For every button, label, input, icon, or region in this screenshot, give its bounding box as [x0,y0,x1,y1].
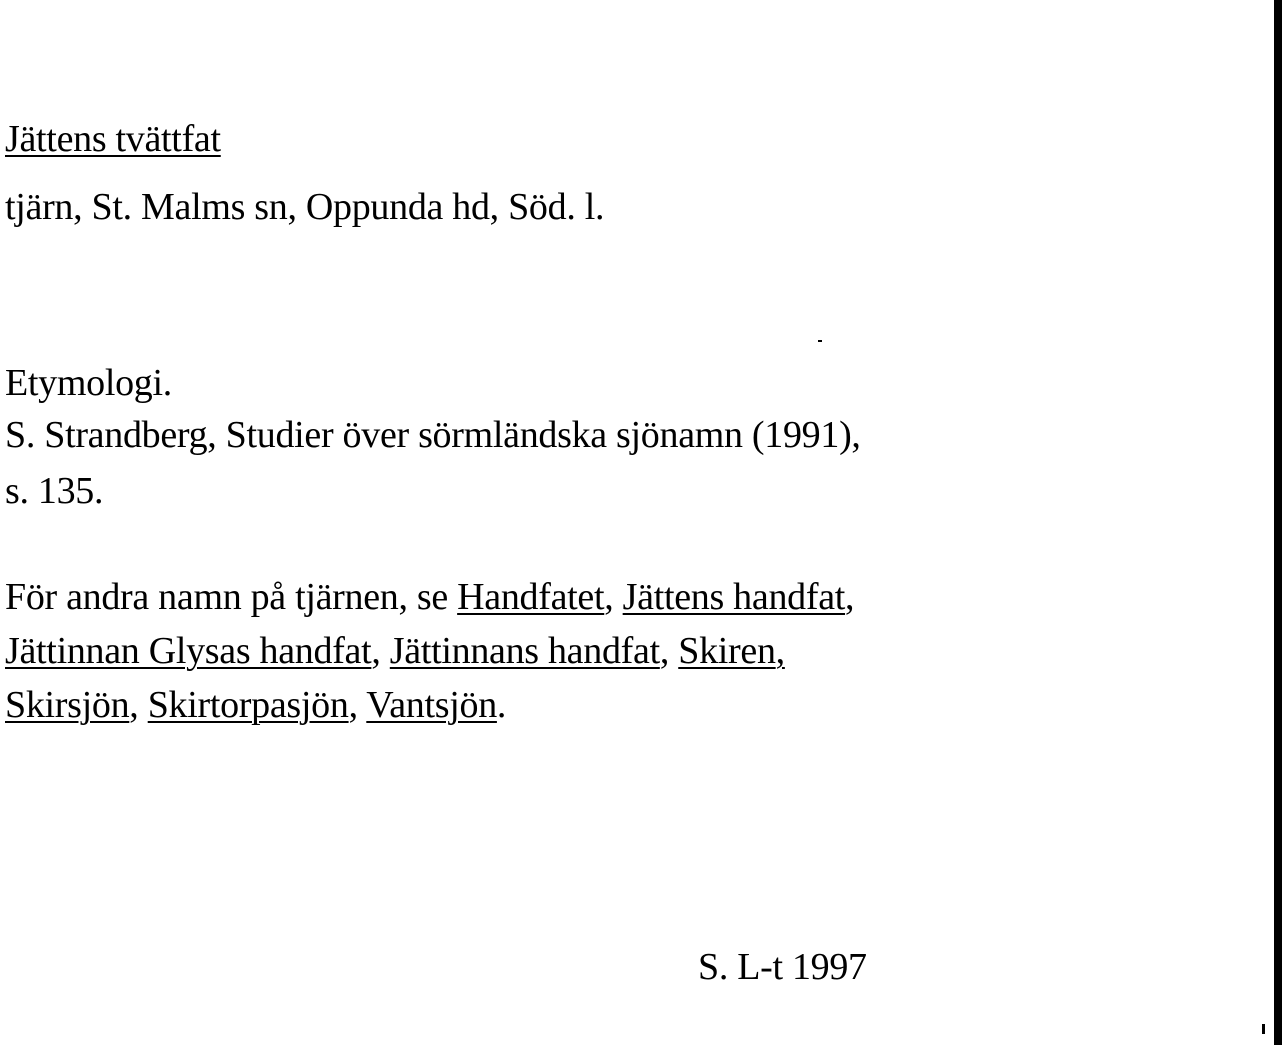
other-names-line-2: Jättinnan Glysas handfat, Jättinnans handfat, Skiren, [5,630,785,672]
scan-speck [818,340,822,342]
name-link-skirsjon[interactable]: Skirsjön [5,684,130,726]
signature: S. L-t 1997 [698,946,867,988]
name-link-jattinnans-handfat[interactable]: Jättinnans handfat [389,630,660,672]
etymology-source: S. Strandberg, Studier över sörmländska sjönamn (1991), [5,414,861,456]
name-link-jattinnan-glysas-handfat[interactable]: Jättinnan Glysas handfat [5,630,372,672]
scan-border-right [1274,0,1282,1045]
other-names-line-1: För andra namn på tjärnen, se Handfatet, Jättens handfat, [5,576,855,618]
name-link-jattens-handfat[interactable]: Jättens handfat [622,576,846,618]
other-names-line-3: Skirsjön, Skirtorpasjön, Vantsjön. [5,684,507,726]
etymology-page: s. 135. [5,470,104,512]
other-names-intro: För andra namn på tjärnen, se [5,576,458,618]
entry-location: tjärn, St. Malms sn, Oppunda hd, Söd. l. [5,186,605,228]
name-link-skiren[interactable]: Skiren [678,630,776,672]
name-link-handfatet[interactable]: Handfatet [457,576,605,618]
name-link-vantsjon[interactable]: Vantsjön [366,684,497,726]
entry-title: Jättens tvättfat [5,118,221,160]
scan-mark [1262,1024,1265,1034]
etymology-heading: Etymologi. [5,362,172,404]
name-link-skirtorpasjon[interactable]: Skirtorpasjön [147,684,349,726]
